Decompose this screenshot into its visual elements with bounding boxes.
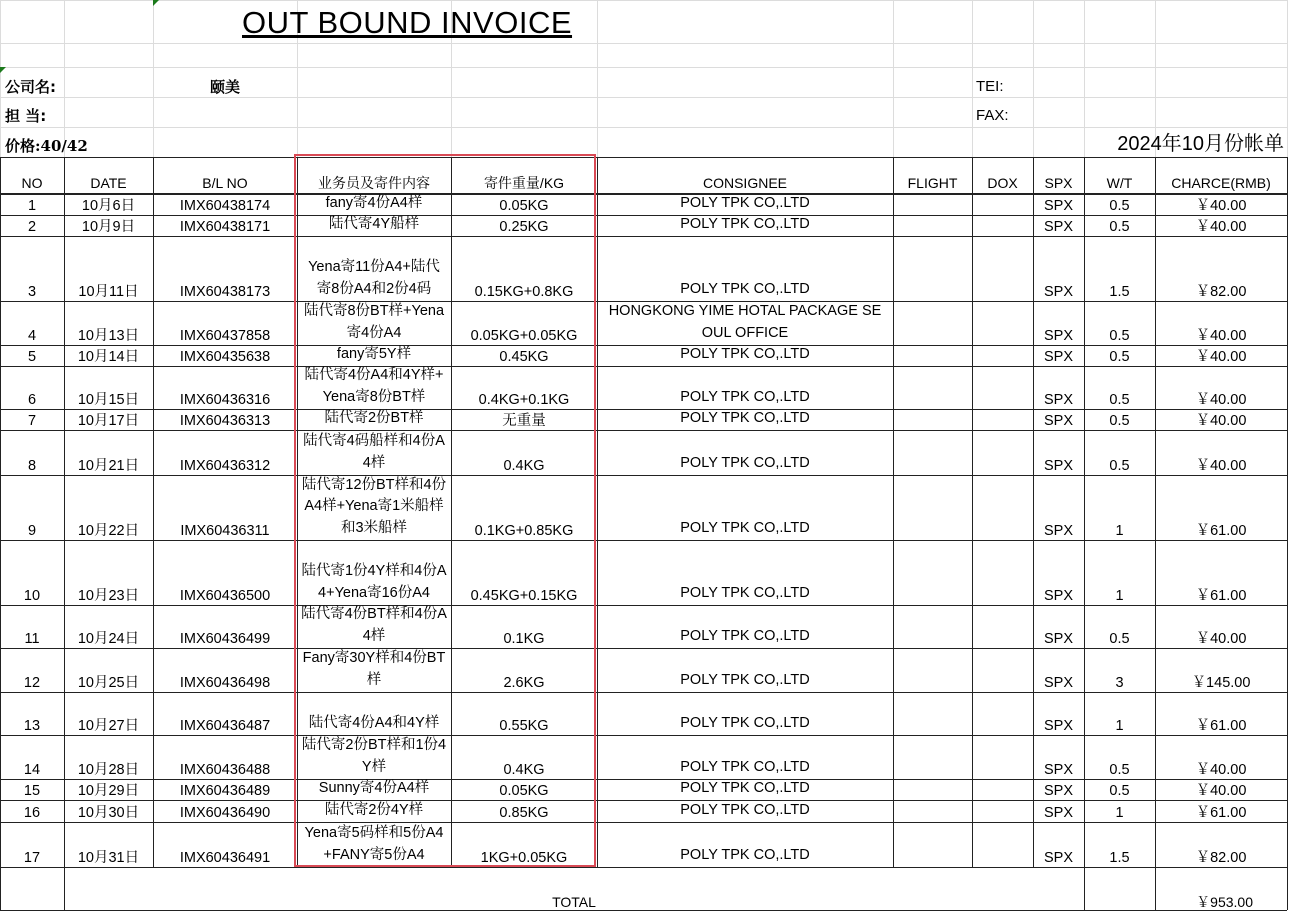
cell-weight[interactable]: 0.4KG [503, 458, 545, 474]
cell-content[interactable]: 陆代寄4份BT样和4份A4样 [301, 606, 447, 644]
cell-bl[interactable]: IMX60436316 [179, 392, 271, 408]
column-header-no[interactable]: NO [21, 175, 43, 191]
cell-wt[interactable]: 1 [1115, 523, 1124, 539]
cell-date[interactable]: 10月15日 [77, 392, 140, 408]
grid-line [0, 97, 1287, 98]
contact-label[interactable]: 担 当: [5, 107, 47, 125]
cell-weight[interactable]: 0.15KG+0.8KG [474, 284, 574, 300]
column-header-spx[interactable]: SPX [1044, 175, 1073, 191]
cell-bl[interactable]: IMX60436488 [179, 762, 271, 778]
cell-bl[interactable]: IMX60436490 [179, 805, 271, 821]
cell-no[interactable]: 15 [23, 783, 41, 799]
cell-weight[interactable]: 0.85KG [499, 805, 549, 821]
cell-consignee[interactable]: POLY TPK CO,.LTD [680, 846, 810, 863]
cell-content[interactable]: 陆代寄12份BT样和4份A4样+Yena寄1米船样和3米船样 [301, 476, 447, 536]
cell-content[interactable]: 陆代寄4码船样和4份A4样 [303, 433, 445, 471]
cell-no[interactable]: 11 [24, 631, 40, 647]
cell-bl[interactable]: IMX60435638 [179, 349, 271, 365]
cell-weight[interactable]: 0.4KG+0.1KG [478, 392, 570, 408]
cell-date[interactable]: 10月29日 [77, 783, 140, 799]
grid-line [1287, 0, 1288, 157]
cell-date[interactable]: 10月28日 [77, 762, 140, 778]
comment-marker-icon [0, 67, 6, 73]
company-label[interactable]: 公司名: [5, 78, 56, 96]
grid-line [893, 157, 894, 867]
cell-weight[interactable]: 无重量 [502, 413, 546, 429]
cell-date[interactable]: 10月22日 [77, 523, 140, 539]
column-header-flight[interactable]: FLIGHT [907, 175, 958, 191]
cell-bl[interactable]: IMX60436313 [179, 413, 271, 429]
cell-consignee[interactable]: POLY TPK CO,.LTD [680, 454, 810, 471]
cell-weight[interactable]: 0.1KG [503, 631, 545, 647]
price-label[interactable]: 价格:40/42 [5, 137, 88, 155]
grid-line [0, 43, 1287, 44]
cell-no[interactable]: 16 [23, 805, 41, 821]
cell-spx[interactable]: SPX [1043, 458, 1073, 474]
grid-line [0, 0, 1, 157]
cell-charge[interactable]: ￥40.00 [1195, 762, 1247, 778]
cell-bl[interactable]: IMX60436489 [179, 783, 271, 799]
column-header-content[interactable]: 业务员及寄件内容 [318, 175, 430, 191]
cell-wt[interactable]: 0.5 [1109, 413, 1130, 429]
cell-date[interactable]: 10月14日 [77, 349, 140, 365]
cell-consignee[interactable]: HONGKONG YIME HOTAL PACKAGE SEOUL OFFICE [608, 303, 882, 341]
grid-line [0, 0, 1287, 1]
cell-consignee[interactable]: POLY TPK CO,.LTD [680, 758, 810, 775]
cell-date[interactable]: 10月27日 [77, 718, 140, 734]
grid-line [0, 910, 1287, 911]
cell-no[interactable]: 8 [27, 458, 37, 474]
cell-date[interactable]: 10月13日 [77, 328, 140, 344]
cell-spx[interactable]: SPX [1043, 349, 1073, 365]
cell-spx[interactable]: SPX [1043, 805, 1073, 821]
cell-consignee[interactable]: POLY TPK CO,.LTD [680, 280, 810, 297]
grid-line [972, 0, 973, 157]
cell-spx[interactable]: SPX [1043, 413, 1073, 429]
grid-line [0, 127, 1287, 128]
cell-weight[interactable]: 0.25KG [499, 219, 549, 235]
invoice-title[interactable]: OUT BOUND INVOICE [242, 5, 573, 40]
cell-charge[interactable]: ￥40.00 [1195, 219, 1247, 235]
cell-weight[interactable]: 2.6KG [503, 675, 545, 691]
cell-spx[interactable]: SPX [1043, 762, 1073, 778]
column-header-weight[interactable]: 寄件重量/KG [483, 175, 565, 191]
column-header-charge[interactable]: CHARCE(RMB) [1171, 175, 1271, 191]
column-header-dox[interactable]: DOX [987, 175, 1018, 191]
tel-label[interactable]: TEI: [976, 78, 1004, 95]
comment-marker-icon [153, 0, 159, 6]
company-name[interactable]: 颐美 [209, 78, 240, 96]
cell-charge[interactable]: ￥61.00 [1195, 805, 1247, 821]
total-label[interactable]: TOTAL [552, 894, 596, 910]
grid-line [0, 867, 1287, 868]
cell-wt[interactable]: 0.5 [1109, 328, 1130, 344]
cell-bl[interactable]: IMX60438174 [179, 198, 271, 214]
cell-content[interactable]: Yena寄11份A4+陆代寄8份A4和2份4码 [308, 259, 440, 297]
cell-no[interactable]: 9 [27, 523, 37, 539]
cell-wt[interactable]: 1.5 [1109, 850, 1130, 866]
grid-line [0, 157, 1287, 158]
cell-consignee[interactable]: POLY TPK CO,.LTD [680, 519, 810, 536]
cell-bl[interactable]: IMX60438173 [179, 284, 271, 300]
cell-content[interactable]: 陆代寄2份BT样 [324, 409, 424, 426]
cell-no[interactable]: 14 [23, 762, 41, 778]
cell-weight[interactable]: 0.1KG+0.85KG [474, 523, 574, 539]
column-header-wt[interactable]: W/T [1106, 175, 1133, 191]
cell-date[interactable]: 10月11日 [78, 284, 139, 300]
cell-bl[interactable]: IMX60436499 [179, 631, 271, 647]
cell-wt[interactable]: 0.5 [1109, 349, 1130, 365]
cell-weight[interactable]: 0.45KG [499, 349, 549, 365]
statement-title[interactable]: 2024年10月份帐单 [1117, 133, 1284, 155]
grid-line [597, 157, 598, 867]
cell-date[interactable]: 10月25日 [77, 675, 140, 691]
cell-wt[interactable]: 0.5 [1109, 219, 1130, 235]
cell-content[interactable]: 陆代寄1份4Y样和4份A4+Yena寄16份A4 [301, 563, 447, 601]
grid-line [1287, 157, 1288, 910]
cell-wt[interactable]: 1 [1115, 718, 1124, 734]
cell-wt[interactable]: 3 [1115, 675, 1124, 691]
cell-bl[interactable]: IMX60436311 [180, 523, 270, 539]
cell-no[interactable]: 10 [23, 588, 41, 604]
cell-content[interactable]: 陆代寄8份BT样+Yena寄4份A4 [303, 303, 445, 341]
cell-content[interactable]: 陆代寄2份4Y样 [324, 801, 424, 818]
cell-charge[interactable]: ￥61.00 [1195, 718, 1247, 734]
cell-content[interactable]: Yena寄5码样和5份A4+FANY寄5份A4 [304, 825, 444, 863]
cell-spx[interactable]: SPX [1043, 783, 1073, 799]
cell-consignee[interactable]: POLY TPK CO,.LTD [680, 801, 810, 818]
cell-charge[interactable]: ￥145.00 [1191, 675, 1251, 691]
cell-wt[interactable]: 0.5 [1109, 783, 1130, 799]
cell-wt[interactable]: 0.5 [1109, 762, 1130, 778]
cell-no[interactable]: 4 [27, 328, 37, 344]
cell-charge[interactable]: ￥82.00 [1195, 284, 1247, 300]
cell-consignee[interactable]: POLY TPK CO,.LTD [680, 215, 810, 232]
cell-consignee[interactable]: POLY TPK CO,.LTD [680, 388, 810, 405]
cell-no[interactable]: 13 [23, 718, 41, 734]
cell-wt[interactable]: 1 [1115, 805, 1124, 821]
cell-charge[interactable]: ￥82.00 [1195, 850, 1247, 866]
cell-charge[interactable]: ￥40.00 [1195, 198, 1247, 214]
cell-no[interactable]: 7 [27, 413, 37, 429]
cell-consignee[interactable]: POLY TPK CO,.LTD [680, 584, 810, 601]
cell-wt[interactable]: 1 [1115, 588, 1124, 604]
cell-consignee[interactable]: POLY TPK CO,.LTD [680, 671, 810, 688]
cell-content[interactable]: fany寄4份A4样 [325, 194, 423, 211]
cell-consignee[interactable]: POLY TPK CO,.LTD [680, 194, 810, 211]
column-header-consignee[interactable]: CONSIGNEE [702, 175, 787, 191]
cell-date[interactable]: 10月17日 [77, 413, 140, 429]
cell-content[interactable]: 陆代寄2份BT样和1份4Y样 [301, 737, 447, 775]
cell-weight[interactable]: 0.45KG+0.15KG [470, 588, 578, 604]
cell-no[interactable]: 2 [27, 219, 37, 235]
cell-content[interactable]: Sunny寄4份A4样 [318, 779, 430, 796]
cell-spx[interactable]: SPX [1043, 328, 1073, 344]
grid-line [597, 0, 598, 157]
cell-wt[interactable]: 0.5 [1109, 631, 1130, 647]
cell-weight[interactable]: 0.05KG [499, 783, 549, 799]
cell-charge[interactable]: ￥40.00 [1195, 413, 1247, 429]
cell-spx[interactable]: SPX [1043, 523, 1073, 539]
cell-date[interactable]: 10月6日 [81, 198, 136, 214]
cell-date[interactable]: 10月23日 [77, 588, 140, 604]
cell-charge[interactable]: ￥40.00 [1195, 458, 1247, 474]
cell-spx[interactable]: SPX [1043, 198, 1073, 214]
cell-weight[interactable]: 0.05KG+0.05KG [470, 328, 578, 344]
cell-spx[interactable]: SPX [1043, 284, 1073, 300]
cell-charge[interactable]: ￥40.00 [1195, 392, 1247, 408]
cell-bl[interactable]: IMX60436491 [179, 850, 271, 866]
cell-wt[interactable]: 0.5 [1109, 198, 1130, 214]
cell-content[interactable]: 陆代寄4份A4和4Y样+Yena寄8份BT样 [304, 367, 444, 405]
cell-weight[interactable]: 0.4KG [503, 762, 545, 778]
cell-no[interactable]: 1 [27, 198, 37, 214]
cell-date[interactable]: 10月24日 [77, 631, 140, 647]
grid-line [972, 157, 973, 867]
cell-content[interactable]: 陆代寄4Y船样 [328, 215, 420, 232]
cell-date[interactable]: 10月31日 [77, 850, 140, 866]
cell-spx[interactable]: SPX [1043, 588, 1073, 604]
cell-wt[interactable]: 0.5 [1109, 458, 1130, 474]
cell-spx[interactable]: SPX [1043, 392, 1073, 408]
cell-spx[interactable]: SPX [1043, 850, 1073, 866]
cell-charge[interactable]: ￥61.00 [1195, 523, 1247, 539]
cell-consignee[interactable]: POLY TPK CO,.LTD [680, 627, 810, 644]
cell-weight[interactable]: 0.55KG [499, 718, 549, 734]
cell-charge[interactable]: ￥40.00 [1195, 328, 1247, 344]
cell-charge[interactable]: ￥61.00 [1195, 588, 1247, 604]
cell-wt[interactable]: 0.5 [1109, 392, 1130, 408]
cell-no[interactable]: 3 [27, 284, 37, 300]
cell-charge[interactable]: ￥40.00 [1195, 631, 1247, 647]
cell-date[interactable]: 10月9日 [81, 219, 136, 235]
cell-content[interactable]: fany寄5Y样 [336, 345, 412, 362]
cell-bl[interactable]: IMX60438171 [179, 219, 271, 235]
cell-date[interactable]: 10月30日 [77, 805, 140, 821]
cell-consignee[interactable]: POLY TPK CO,.LTD [680, 345, 810, 362]
cell-no[interactable]: 12 [23, 675, 41, 691]
cell-wt[interactable]: 1.5 [1109, 284, 1130, 300]
cell-no[interactable]: 17 [23, 850, 41, 866]
cell-no[interactable]: 5 [27, 349, 37, 365]
cell-charge[interactable]: ￥40.00 [1195, 349, 1247, 365]
cell-no[interactable]: 6 [27, 392, 37, 408]
cell-consignee[interactable]: POLY TPK CO,.LTD [680, 779, 810, 796]
cell-spx[interactable]: SPX [1043, 675, 1073, 691]
cell-content[interactable]: 陆代寄4份A4和4Y样 [308, 714, 440, 731]
cell-spx[interactable]: SPX [1043, 718, 1073, 734]
cell-bl[interactable]: IMX60436487 [179, 718, 271, 734]
grid-line [64, 0, 65, 157]
grid-line [893, 0, 894, 157]
cell-weight[interactable]: 0.05KG [499, 198, 549, 214]
cell-consignee[interactable]: POLY TPK CO,.LTD [680, 714, 810, 731]
grid-line [1033, 0, 1034, 157]
cell-bl[interactable]: IMX60436498 [179, 675, 271, 691]
cell-content[interactable]: Fany寄30Y样和4份BT样 [302, 650, 446, 688]
column-header-date[interactable]: DATE [90, 175, 127, 191]
grid-line [0, 67, 1287, 68]
cell-date[interactable]: 10月21日 [77, 458, 140, 474]
cell-charge[interactable]: ￥40.00 [1195, 783, 1247, 799]
fax-label[interactable]: FAX: [976, 107, 1009, 124]
cell-spx[interactable]: SPX [1043, 631, 1073, 647]
total-value[interactable]: ￥953.00 [1196, 894, 1253, 910]
cell-bl[interactable]: IMX60436500 [179, 588, 271, 604]
cell-bl[interactable]: IMX60437858 [179, 328, 271, 344]
column-header-bl[interactable]: B/L NO [202, 175, 248, 191]
cell-spx[interactable]: SPX [1043, 219, 1073, 235]
cell-weight[interactable]: 1KG+0.05KG [480, 850, 568, 866]
cell-bl[interactable]: IMX60436312 [179, 458, 271, 474]
highlight-box [294, 154, 596, 867]
cell-consignee[interactable]: POLY TPK CO,.LTD [680, 409, 810, 426]
